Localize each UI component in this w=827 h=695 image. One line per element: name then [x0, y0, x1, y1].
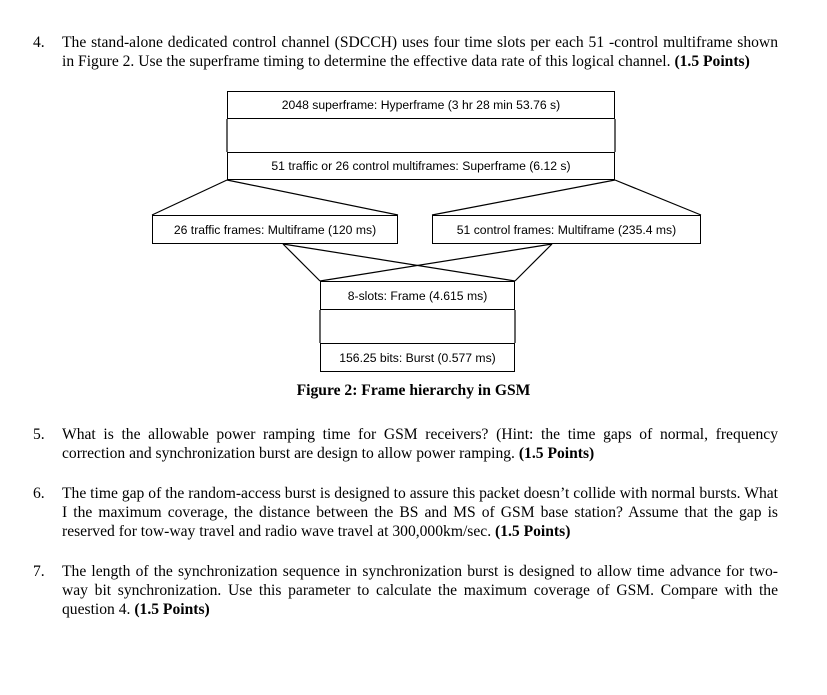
control-multiframe-box: [432, 215, 701, 244]
traffic-multiframe-box: [152, 215, 398, 244]
question-7: [33, 562, 778, 619]
question-6: [33, 484, 778, 541]
hyperframe-label: 2048 superframe: Hyperframe (3 hr 28 min 53.76 s): [281, 98, 561, 112]
question-points: (1.5 Points): [674, 53, 750, 70]
control-multiframe-label: 51 control frames: Multiframe (235.4 ms): [456, 222, 677, 237]
superframe-label: 51 traffic or 26 control multiframes: Superframe (6.12 s): [271, 159, 571, 173]
question-points: (1.5 Points): [495, 523, 571, 540]
question-number: 5.: [33, 426, 45, 443]
figure-caption: Figure 2: Frame hierarchy in GSM: [296, 382, 531, 399]
question-points: (1.5 Points): [134, 601, 210, 618]
frame-label: 8-slots: Frame (4.615 ms): [347, 288, 488, 303]
question-number: 6.: [33, 485, 45, 502]
question-points: (1.5 Points): [518, 445, 595, 462]
question-text: The time gap of the random-access burst is designed to assure this packet doesn’t collide with normal bursts. What I the maximum coverage, the distance between the BS and MS of GSM base station? Assume that the gap is reserved for tow-way travel and radio wave travel at 300,000km/sec.: [62, 485, 778, 540]
question-text: The stand-alone dedicated control channel (SDCCH) uses four time slots per each 51 -control multiframe shown in Figure 2. Use the superframe timing to determine the effective data rate of this logical channel.: [62, 34, 778, 70]
hyperframe-box: [227, 91, 615, 119]
frame-box: [320, 281, 515, 310]
superframe-box: [227, 152, 615, 180]
burst-label: 156.25 bits: Burst (0.577 ms): [339, 350, 496, 365]
burst-box: [320, 343, 515, 372]
traffic-multiframe-label: 26 traffic frames: Multiframe (120 ms): [173, 222, 377, 237]
question-number: 4.: [33, 34, 45, 51]
question-text: The length of the synchronization sequence in synchronization burst is designed to allow time advance for two-way bit synchronization. Use this parameter to calculate the maximum coverage of GSM. Compare with the question 4.: [62, 563, 778, 618]
question-5: [33, 425, 778, 463]
question-number: 7.: [33, 563, 45, 580]
question-text: What is the allowable power ramping time for GSM receivers? (Hint: the time gaps of normal, frequency correction and synchronization burst are design to allow power ramping.: [62, 426, 778, 462]
